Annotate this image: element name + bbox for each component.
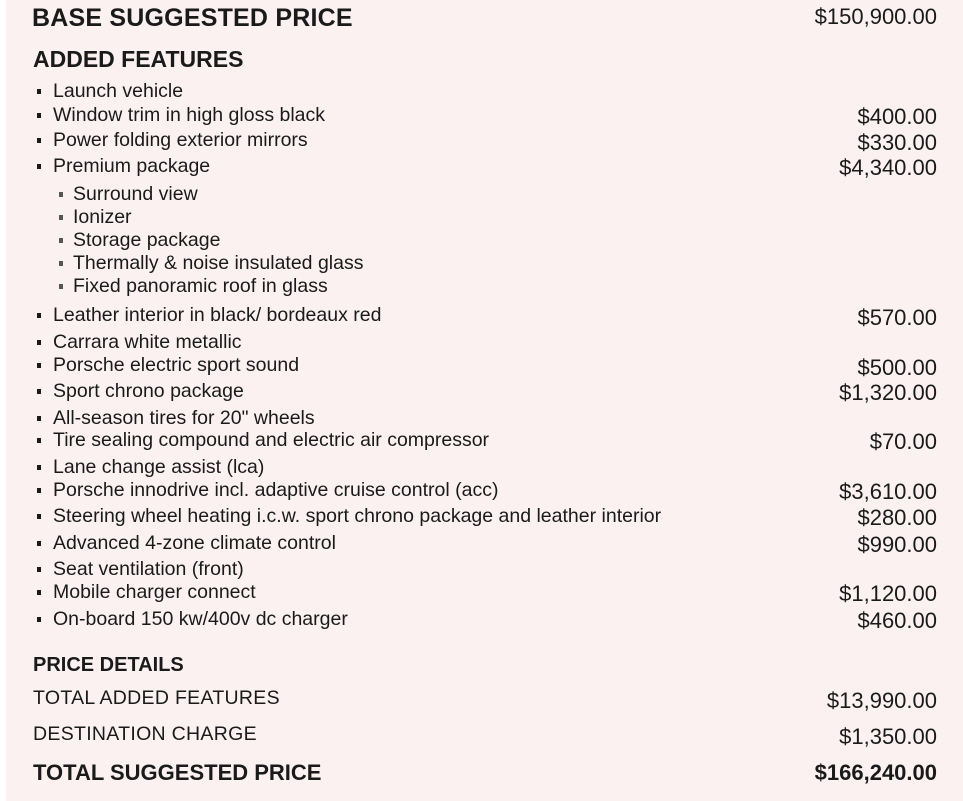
total-suggested-price-label: TOTAL SUGGESTED PRICE [33, 760, 322, 785]
feature-label: Premium package [53, 155, 211, 177]
total-added-features-value: $13,990.00 [826, 688, 937, 713]
feature-price: $330.00 [857, 130, 937, 155]
bullet-icon [37, 590, 41, 595]
feature-price: $460.00 [857, 608, 937, 633]
feature-label: Power folding exterior mirrors [53, 129, 308, 151]
feature-price: $400.00 [857, 104, 937, 129]
feature-label: Sport chrono package [53, 380, 244, 402]
bullet-icon [37, 488, 41, 493]
feature-label: Window trim in high gloss black [53, 104, 326, 126]
bullet-icon [37, 363, 41, 368]
base-price-value: $150,900.00 [814, 4, 937, 29]
bullet-icon [37, 617, 41, 622]
feature-label: Advanced 4-zone climate control [53, 532, 336, 554]
sub-bullet-icon [59, 192, 63, 197]
feature-price: $990.00 [857, 532, 937, 557]
feature-label: All-season tires for 20" wheels [53, 407, 315, 429]
feature-label: Launch vehicle [53, 80, 184, 102]
bullet-icon [37, 113, 41, 118]
feature-label: Seat ventilation (front) [53, 558, 244, 580]
bullet-icon [37, 164, 41, 169]
bullet-icon [37, 514, 41, 519]
feature-label: Leather interior in black/ bordeaux red [53, 304, 382, 326]
feature-label: Lane change assist (lca) [53, 456, 265, 478]
feature-price: $4,340.00 [839, 155, 937, 180]
bullet-icon [37, 465, 41, 470]
bullet-icon [37, 567, 41, 572]
feature-price: $570.00 [857, 305, 937, 330]
subfeature-label: Thermally & noise insulated glass [73, 252, 364, 274]
sub-bullet-icon [59, 215, 63, 220]
price-details-heading: PRICE DETAILS [33, 654, 184, 676]
bullet-icon [37, 89, 41, 94]
bullet-icon [37, 340, 41, 345]
feature-label: Mobile charger connect [53, 581, 256, 603]
sub-bullet-icon [59, 284, 63, 289]
subfeature-label: Surround view [73, 183, 198, 205]
subfeature-label: Storage package [73, 229, 221, 251]
bullet-icon [37, 138, 41, 143]
feature-label: On-board 150 kw/400v dc charger [53, 608, 348, 630]
feature-label: Steering wheel heating i.c.w. sport chrono package and leather interior [53, 505, 662, 527]
total-suggested-price-value: $166,240.00 [814, 760, 937, 785]
destination-charge-value: $1,350.00 [839, 724, 937, 749]
feature-price: $500.00 [857, 355, 937, 380]
feature-label: Carrara white metallic [53, 331, 242, 353]
bullet-icon [37, 389, 41, 394]
feature-price: $280.00 [857, 505, 937, 530]
destination-charge-label: DESTINATION CHARGE [33, 723, 257, 745]
subfeature-label: Ionizer [73, 206, 132, 228]
subfeature-label: Fixed panoramic roof in glass [73, 275, 328, 297]
feature-label: Porsche innodrive incl. adaptive cruise control (acc) [53, 479, 499, 501]
feature-price: $1,320.00 [839, 380, 937, 405]
sub-bullet-icon [59, 238, 63, 243]
feature-label: Tire sealing compound and electric air compressor [53, 429, 490, 451]
bullet-icon [37, 313, 41, 318]
total-added-features-label: TOTAL ADDED FEATURES [33, 687, 280, 709]
bullet-icon [37, 541, 41, 546]
added-features-heading: ADDED FEATURES [33, 46, 244, 72]
base-price-title: BASE SUGGESTED PRICE [32, 4, 353, 32]
feature-price: $1,120.00 [839, 581, 937, 606]
feature-price: $70.00 [869, 429, 937, 454]
sub-bullet-icon [59, 261, 63, 266]
bullet-icon [37, 438, 41, 443]
bullet-icon [37, 416, 41, 421]
feature-label: Porsche electric sport sound [53, 354, 300, 376]
feature-price: $3,610.00 [839, 479, 937, 504]
